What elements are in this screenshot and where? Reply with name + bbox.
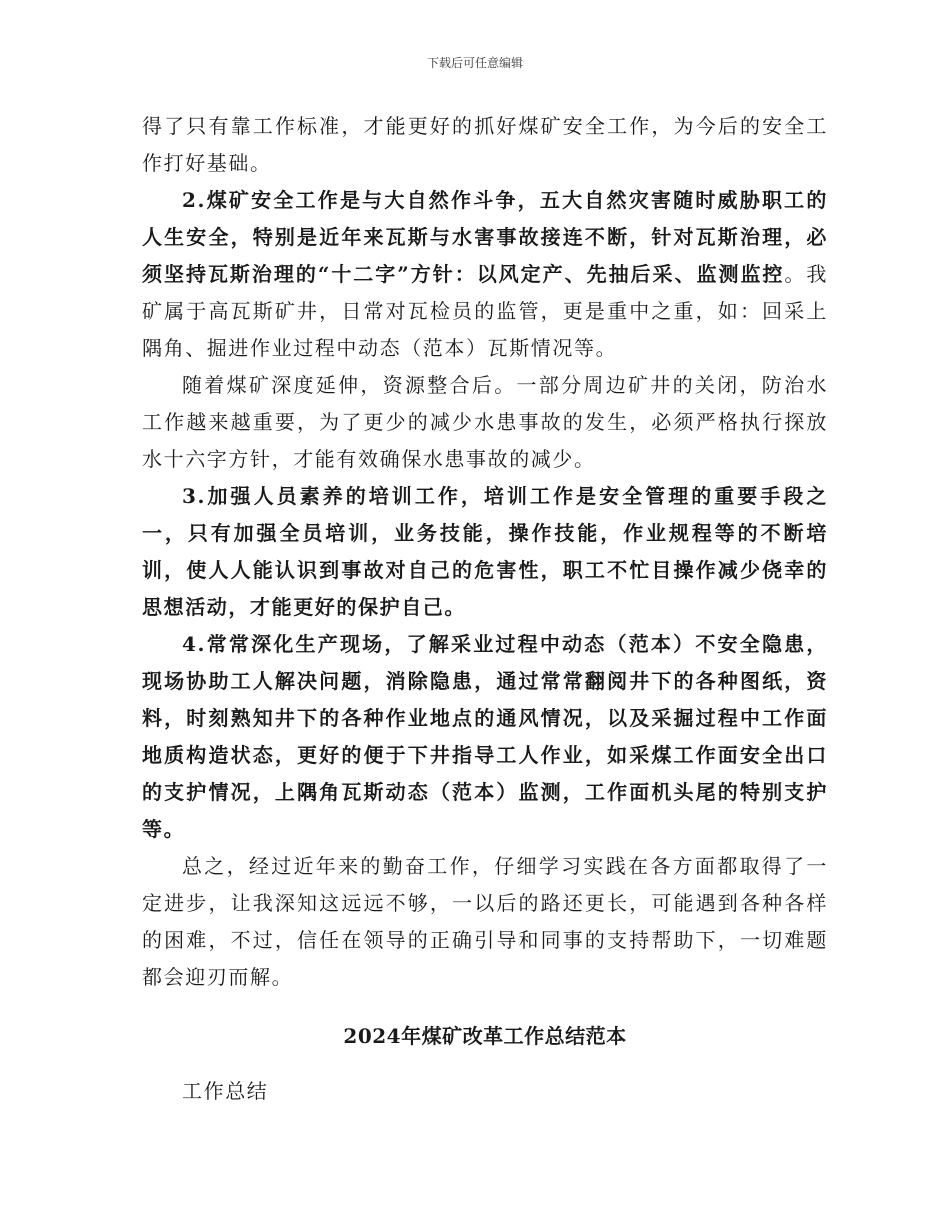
paragraph-gas-safety bbox=[142, 182, 828, 367]
document-body bbox=[142, 108, 828, 1110]
paragraph-continuation: 得了只有靠工作标准，才能更好的抓好煤矿安全工作，为今后的安全工作打好基础。 bbox=[142, 114, 828, 175]
paragraph-conclusion: 总之，经过近年来的勤奋工作，仔细学习实践在各方面都取得了一定进步，让我深知这远远不够，一以后的路还更长，可能遇到各种各样的困难，不过，信任在领导的正确引导和同事的支持帮助下，一切难题都会迎刃而解。 bbox=[142, 854, 828, 989]
paragraph-water-control: 随着煤矿深度延伸，资源整合后。一部分周边矿井的关闭，防治水工作越来越重要，为了更少的减少水患事故的发生，必须严格执行探放水十六字方针，才能有效确保水患事故的减少。 bbox=[142, 373, 828, 471]
page-header-note: 下载后可任意编辑 bbox=[426, 56, 523, 70]
document-title: 2024年煤矿改革工作总结范本 bbox=[343, 1024, 627, 1048]
paragraph-gas-safety-rest: 。我矿属于高瓦斯矿井，日常对瓦检员的监管，更是重中之重，如：回采上隅角、掘进作业过程中动态（范本）瓦斯情况等。 bbox=[142, 262, 829, 360]
section-label: 工作总结 bbox=[182, 1079, 269, 1103]
paragraph-site-inspection: 4.常常深化生产现场，了解采业过程中动态（范本）不安全隐患，现场协助工人解决问题，消除隐患，通过常常翻阅井下的各种图纸，资料，时刻熟知井下的各种作业地点的通风情况，以及采掘过程中工作面地质构造状态，更好的便于下井指导工人作业，如采煤工作面安全出口的支护情况，上隅角瓦斯动态（范本）监测，工作面机头尾的特别支护等。 bbox=[142, 632, 828, 841]
paragraph-gas-safety-bold: 2.煤矿安全工作是与大自然作斗争，五大自然灾害随时威胁职工的人生安全，特别是近年来瓦斯与水害事故接连不断，针对瓦斯治理，必须坚持瓦斯治理的“十二字”方针：以风定产、先抽后采、监测监控 bbox=[142, 188, 828, 286]
paragraph-training: 3.加强人员素养的培训工作，培训工作是安全管理的重要手段之一，只有加强全员培训，业务技能，操作技能，作业规程等的不断培训，使人人能认识到事故对自己的危害性，职工不忙目操作减少侥幸的思想活动，才能更好的保护自己。 bbox=[142, 484, 828, 619]
